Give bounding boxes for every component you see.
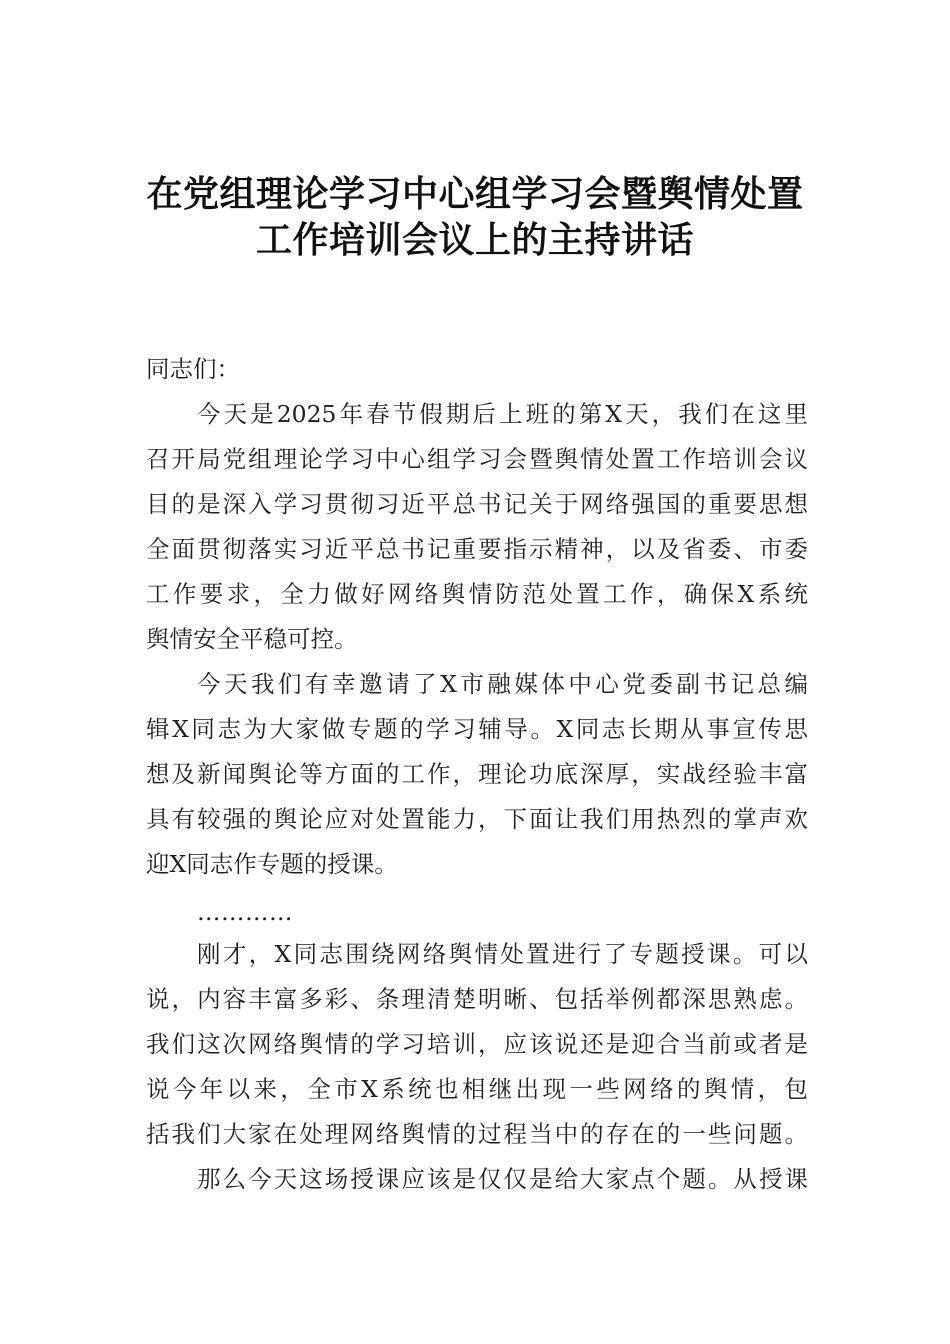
- paragraph-line: 括我们大家在处理网络舆情的过程当中的存在的一些问题。: [146, 1120, 808, 1148]
- paragraph-line: 说今年以来，全市X系统也相继出现一些网络的舆情，包: [146, 1075, 808, 1103]
- paragraph-1: [146, 392, 808, 662]
- paragraph-line: 说，内容丰富多彩、条理清楚明晰、包括举例都深思熟虑。: [146, 985, 808, 1013]
- paragraph-line: 工作要求，全力做好网络舆情防范处置工作，确保X系统: [146, 580, 808, 608]
- paragraph-line: 全面贯彻落实习近平总书记重要指示精神，以及省委、市委: [146, 535, 808, 563]
- paragraph-line: 目的是深入学习贯彻习近平总书记关于网络强国的重要思想: [146, 490, 808, 518]
- paragraph-4: [146, 1157, 808, 1202]
- paragraph-line: 那么今天这场授课应该是仅仅是给大家点个题。从授课: [197, 1165, 808, 1193]
- paragraph-line: 召开局党组理论学习中心组学习会暨舆情处置工作培训会议: [146, 445, 808, 473]
- salutation: 同志们：: [146, 355, 240, 383]
- paragraph-line: 我们这次网络舆情的学习培训，应该说还是迎合当前或者是: [146, 1030, 808, 1058]
- paragraph-line: 具有较强的舆论应对处置能力，下面让我们用热烈的掌声欢: [146, 805, 808, 833]
- paragraph-2: [146, 662, 808, 887]
- paragraph-line: 今天是2025年春节假期后上班的第X天，我们在这里: [197, 400, 808, 428]
- ellipsis-line: …………: [197, 898, 293, 926]
- paragraph-line: 辑X同志为大家做专题的学习辅导。X同志长期从事宣传思: [146, 715, 808, 743]
- paragraph-3: [146, 932, 808, 1157]
- paragraph-line: 想及新闻舆论等方面的工作，理论功底深厚，实战经验丰富: [146, 760, 808, 788]
- document-title-line-1: 在党组理论学习中心组学习会暨舆情处置: [146, 173, 804, 215]
- paragraph-line: 舆情安全平稳可控。: [146, 625, 358, 653]
- document-title-line-2: 工作培训会议上的主持讲话: [255, 219, 694, 261]
- paragraph-line: 迎X同志作专题的授课。: [146, 850, 398, 878]
- ellipsis-paragraph: [146, 887, 808, 932]
- document-body: [146, 347, 808, 1202]
- paragraph-line: 刚才，X同志围绕网络舆情处置进行了专题授课。可以: [197, 940, 808, 968]
- paragraph-line: 今天我们有幸邀请了X市融媒体中心党委副书记总编: [197, 670, 808, 698]
